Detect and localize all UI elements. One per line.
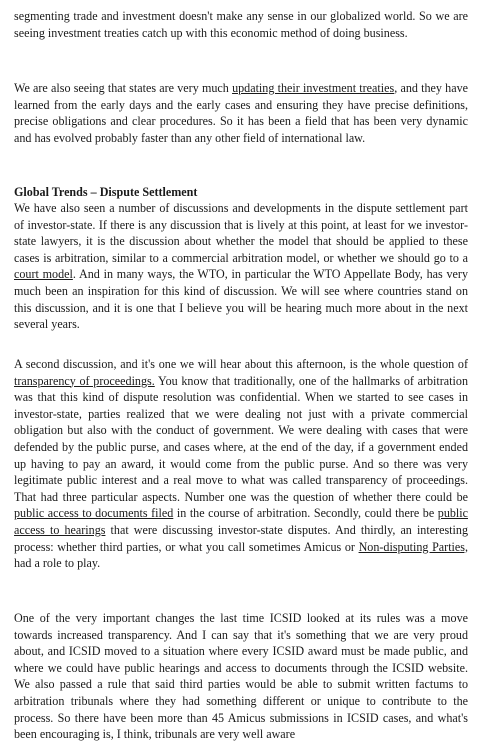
underlined-court-model: court model xyxy=(14,267,73,282)
paragraph-4-text-e: had a role to play. xyxy=(14,556,101,571)
underlined-updating-treaties: updating their investment treaties xyxy=(232,81,395,95)
paragraph-4-text-c: in the course of arbitration. Secondly, could there be xyxy=(173,506,438,521)
paragraph-1-text: segmenting trade and investment doesn't make any sense in our globalized world. So we are seeing investment treaties catch up with this economic method of doing business. xyxy=(14,9,468,40)
paragraph-3-text-a: We have also seen a number of discussions and developments in the dispute settlement part of investor-state. If there is any discussion that is lively at this point, at least for we investor-state lawyers, it is the discussion about whether the model that should be applied to these cases is arbitration, similar to a commercial arbitration model, or whether we should go to a xyxy=(14,201,468,265)
paragraph-4-text-a: A second discussion, and it's one we will hear about this afternoon, is the whole question of xyxy=(14,357,468,371)
underlined-non-disputing-parties: Non-disputing Parties, xyxy=(358,539,469,554)
section-heading: Global Trends – Dispute Settlement xyxy=(14,185,198,199)
paragraph-2-text-b: , and they have learned from the early days and the early cases and ensuring they have precise definitions, precise obligations and clear procedures. So it has been a field that has been very dynamic and has evolved probably faster than any other field of international law. xyxy=(14,81,468,145)
paragraph-3 xyxy=(14,200,468,333)
paragraph-4-text-d: that were discussing investor-state disputes. And thirdly, an interesting process: whether third parties, or what you call sometimes Amicus or xyxy=(14,522,469,554)
underlined-public-access-documents: public access to documents filed xyxy=(14,506,174,521)
paragraph-5-text: One of the very important changes the last time ICSID looked at its rules was a move towards increased transparency. And I can say that it's something that we are very proud about, and ICSID moved to a situation where every ICSID award must be made public, and where we could have public hearings and access to documents through the ICSID website. We also passed a rule that said third parties would be able to submit written factums to arbitration tribunals where they had something different or unique to contribute to the process. So there have been more than 45 Amicus submissions in ICSID cases, and what's been encouraging is, I think, tribunals are very well aware xyxy=(14,611,468,742)
underlined-public-access-hearings: public access to hearings xyxy=(14,506,468,537)
paragraph-4 xyxy=(14,356,468,572)
paragraph-5 xyxy=(14,610,468,743)
paragraph-2-text-a: We are also seeing that states are very much xyxy=(14,81,233,95)
underlined-transparency-of-proceedings: transparency of proceedings. xyxy=(14,373,155,388)
paragraph-3-text-b: . And in many ways, the WTO, in particular the WTO Appellate Body, has very much been an inspiration for this kind of discussion. We will see where countries stand on this discussion, and it is one that I believe you will be hearing much more about in the next several years. xyxy=(14,267,468,332)
paragraph-1 xyxy=(14,8,468,41)
paragraph-2 xyxy=(14,80,468,146)
paragraph-4-text-b: You know that traditionally, one of the hallmarks of arbitration was that this kind of dispute resolution was confidential. When we started to see cases in investor-state, parties realized that we were dealing not just with a private commercial obligation but also with the conduct of government. We were dealing with cases that were defended by the public purse, and cases where, at the end of the day, if a government ended up having to pay an award, it would come from the public purse. And so there was very legitimate public interest and a real move to what was called transparency of proceedings. That had three particular aspects. Number one was the question of whether there could be xyxy=(14,373,468,504)
